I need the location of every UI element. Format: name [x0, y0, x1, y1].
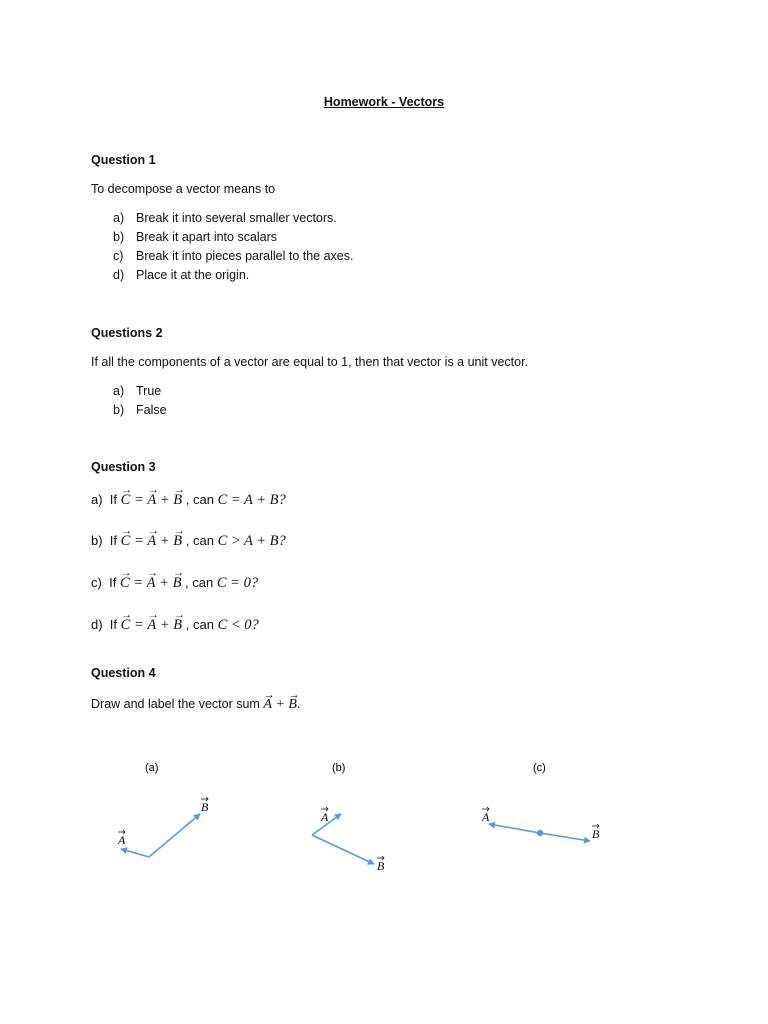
vector-a: → A — [263, 697, 272, 713]
q1-option-text: Break it into pieces parallel to the axes. — [136, 249, 354, 263]
question-4-prompt-line: Draw and label the vector sum → A + → B. — [91, 697, 300, 713]
vector-a: → A — [147, 492, 156, 509]
q3-item-if: If — [109, 492, 118, 507]
vector-b-arrow — [312, 835, 374, 864]
vector-c: → C — [121, 617, 131, 634]
q1-option-text: Break it into several smaller vectors. — [136, 211, 337, 225]
q3-item-can: , can — [185, 492, 214, 507]
figure-a — [117, 800, 209, 857]
q1-option-text: Break it apart into scalars — [136, 230, 278, 244]
vector-b: → B — [173, 533, 182, 550]
question-2-heading: Questions 2 — [91, 326, 163, 340]
vector-a: → A — [147, 533, 156, 550]
vector-figures — [0, 740, 768, 890]
vector-a: → A — [147, 575, 156, 592]
q1-option-letter: a) — [113, 211, 125, 225]
vector-c: → C — [121, 492, 131, 509]
vector-b-arrow — [540, 833, 590, 841]
vector-c: → C — [121, 533, 131, 550]
vector-b-label: B — [592, 827, 600, 841]
vector-a-label: A — [321, 810, 329, 824]
vector-b: → B — [288, 697, 297, 713]
q2-option-text: True — [136, 384, 162, 398]
vector-a-label: A — [118, 833, 126, 847]
origin-dot — [537, 830, 543, 836]
q3-item-can: , can — [185, 575, 214, 590]
q3-item-condition: C = A + B? — [217, 492, 286, 508]
vector-b-label: B — [377, 859, 385, 873]
q3-item-letter: a) — [91, 492, 103, 507]
q1-option-letter: b) — [113, 230, 125, 244]
vector-b: → B — [173, 575, 182, 592]
q2-option-letter: b) — [113, 403, 125, 417]
question-1-prompt: To decompose a vector means to — [91, 182, 276, 196]
vector-a-arrow — [489, 824, 540, 833]
vector-overbars — [118, 797, 599, 860]
figure-c — [481, 810, 600, 841]
vector-b-label: B — [201, 800, 209, 814]
q1-option-text: Place it at the origin. — [136, 268, 250, 282]
q2-option-text: False — [136, 403, 167, 417]
question-1-heading: Question 1 — [91, 153, 156, 167]
vector-b: → B — [173, 492, 182, 509]
q3-item-if: If — [109, 533, 118, 548]
vector-a-label: A — [482, 810, 490, 824]
vector-a-arrow — [121, 849, 149, 857]
q3-item-if: If — [109, 617, 118, 632]
q3-item-b: b) If → C = → A + → B , can C > A + B? — [91, 533, 286, 550]
q1-option-letter: c) — [113, 249, 124, 263]
figure-a-label: (a) — [145, 762, 159, 774]
vector-c: → C — [120, 575, 130, 592]
q3-item-can: , can — [185, 617, 214, 632]
q3-item-letter: c) — [91, 575, 102, 590]
figure-b — [312, 810, 385, 873]
question-2-prompt: If all the components of a vector are equal to 1, then that vector is a unit vector. — [91, 355, 529, 369]
vector-b: → B — [173, 617, 182, 634]
question-4-prompt: Draw and label the vector sum — [91, 697, 260, 711]
q3-item-condition: C > A + B? — [217, 533, 286, 549]
q2-option-letter: a) — [113, 384, 125, 398]
q1-option-letter: d) — [113, 268, 125, 282]
figure-c-label: (c) — [533, 762, 546, 774]
q3-item-c: c) If → C = → A + → B , can C = 0? — [91, 575, 258, 592]
figure-b-label: (b) — [332, 762, 346, 774]
q3-item-a: a) If → C = → A + → B , can C = A + B? — [91, 492, 286, 509]
q3-item-can: , can — [185, 533, 214, 548]
vector-a: → A — [147, 617, 156, 634]
q3-item-letter: d) — [91, 617, 103, 632]
q3-item-d: d) If → C = → A + → B , can C < 0? — [91, 617, 259, 634]
q3-item-condition: C < 0? — [217, 617, 259, 633]
question-3-heading: Question 3 — [91, 460, 156, 474]
q3-item-condition: C = 0? — [216, 575, 259, 591]
q3-item-letter: b) — [91, 533, 103, 548]
vector-b-arrow — [149, 814, 200, 857]
q3-item-if: If — [109, 575, 117, 590]
page-title: Homework - Vectors — [323, 95, 445, 109]
question-4-heading: Question 4 — [91, 666, 156, 680]
